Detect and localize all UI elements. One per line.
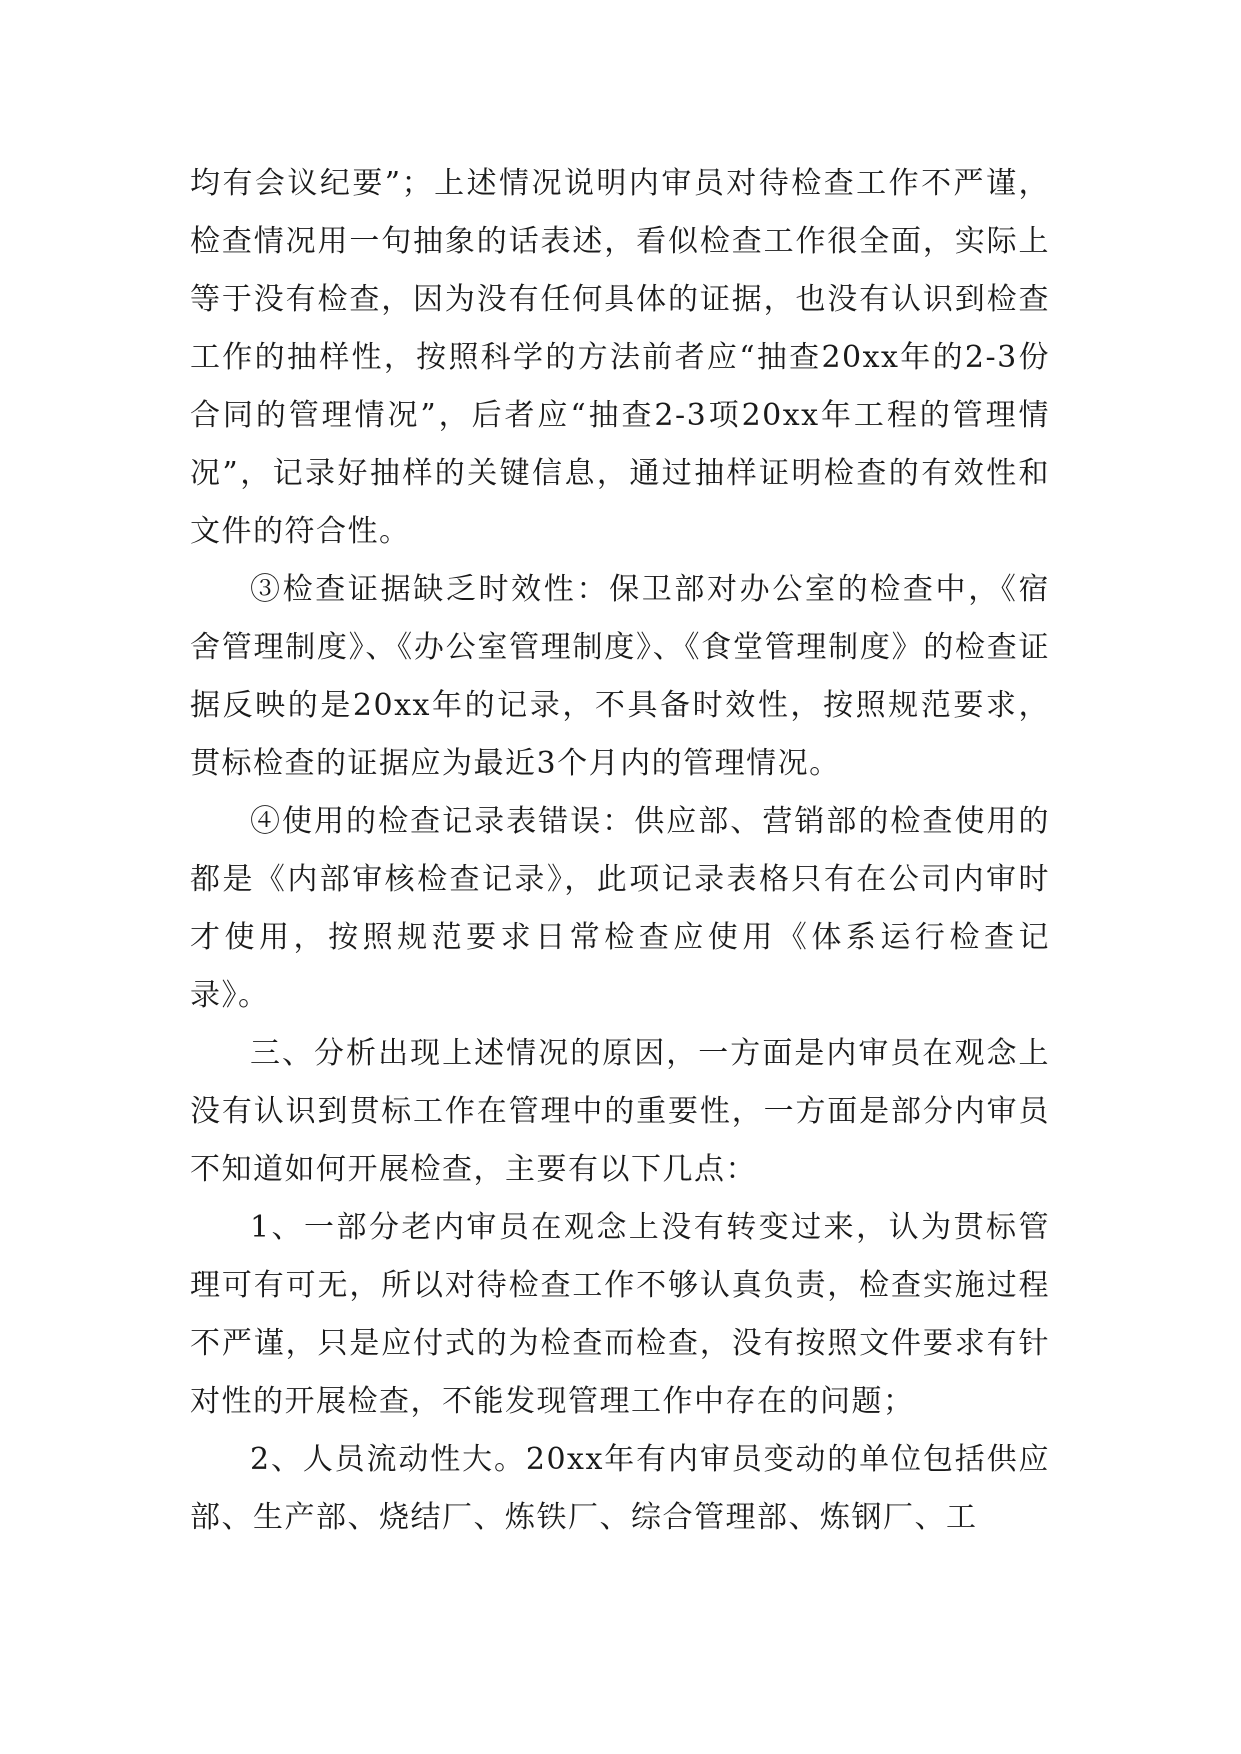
paragraph-section-3: 三、分析出现上述情况的原因，一方面是内审员在观念上没有认识到贯标工作在管理中的重要性，一方面是部分内审员不知道如何开展检查，主要有以下几点： xyxy=(190,1036,1050,1187)
paragraph-point-1: 1、一部分老内审员在观念上没有转变过来，认为贯标管理可有可无，所以对待检查工作不够认真负责，检查实施过程不严谨，只是应付式的为检查而检查，没有按照文件要求有针对性的开展检查，不能发现管理工作中存在的问题； xyxy=(190,1210,1050,1419)
paragraph-point-2: 2、人员流动性大。20xx年有内审员变动的单位包括供应部、生产部、烧结厂、炼铁厂、综合管理部、炼钢厂、工 xyxy=(190,1442,1050,1535)
paragraph-continuation: 均有会议纪要”；上述情况说明内审员对待检查工作不严谨，检查情况用一句抽象的话表述，看似检查工作很全面，实际上等于没有检查，因为没有任何具体的证据，也没有认识到检查工作的抽样性，按照科学的方法前者应“抽查20xx年的2-3份合同的管理情况”，后者应“抽查2-3项20xx年工程的管理情况”，记录好抽样的关键信息，通过抽样证明检查的有效性和文件的符合性。 xyxy=(190,166,1050,549)
paragraph-item-3: ③检查证据缺乏时效性：保卫部对办公室的检查中，《宿舍管理制度》、《办公室管理制度》、《食堂管理制度》的检查证据反映的是20xx年的记录，不具备时效性，按照规范要求，贯标检查的证据应为最近3个月内的管理情况。 xyxy=(190,572,1050,781)
paragraph-item-4: ④使用的检查记录表错误：供应部、营销部的检查使用的都是《内部审核检查记录》，此项记录表格只有在公司内审时才使用，按照规范要求日常检查应使用《体系运行检查记录》。 xyxy=(190,804,1050,1013)
document-body xyxy=(190,155,1050,1547)
